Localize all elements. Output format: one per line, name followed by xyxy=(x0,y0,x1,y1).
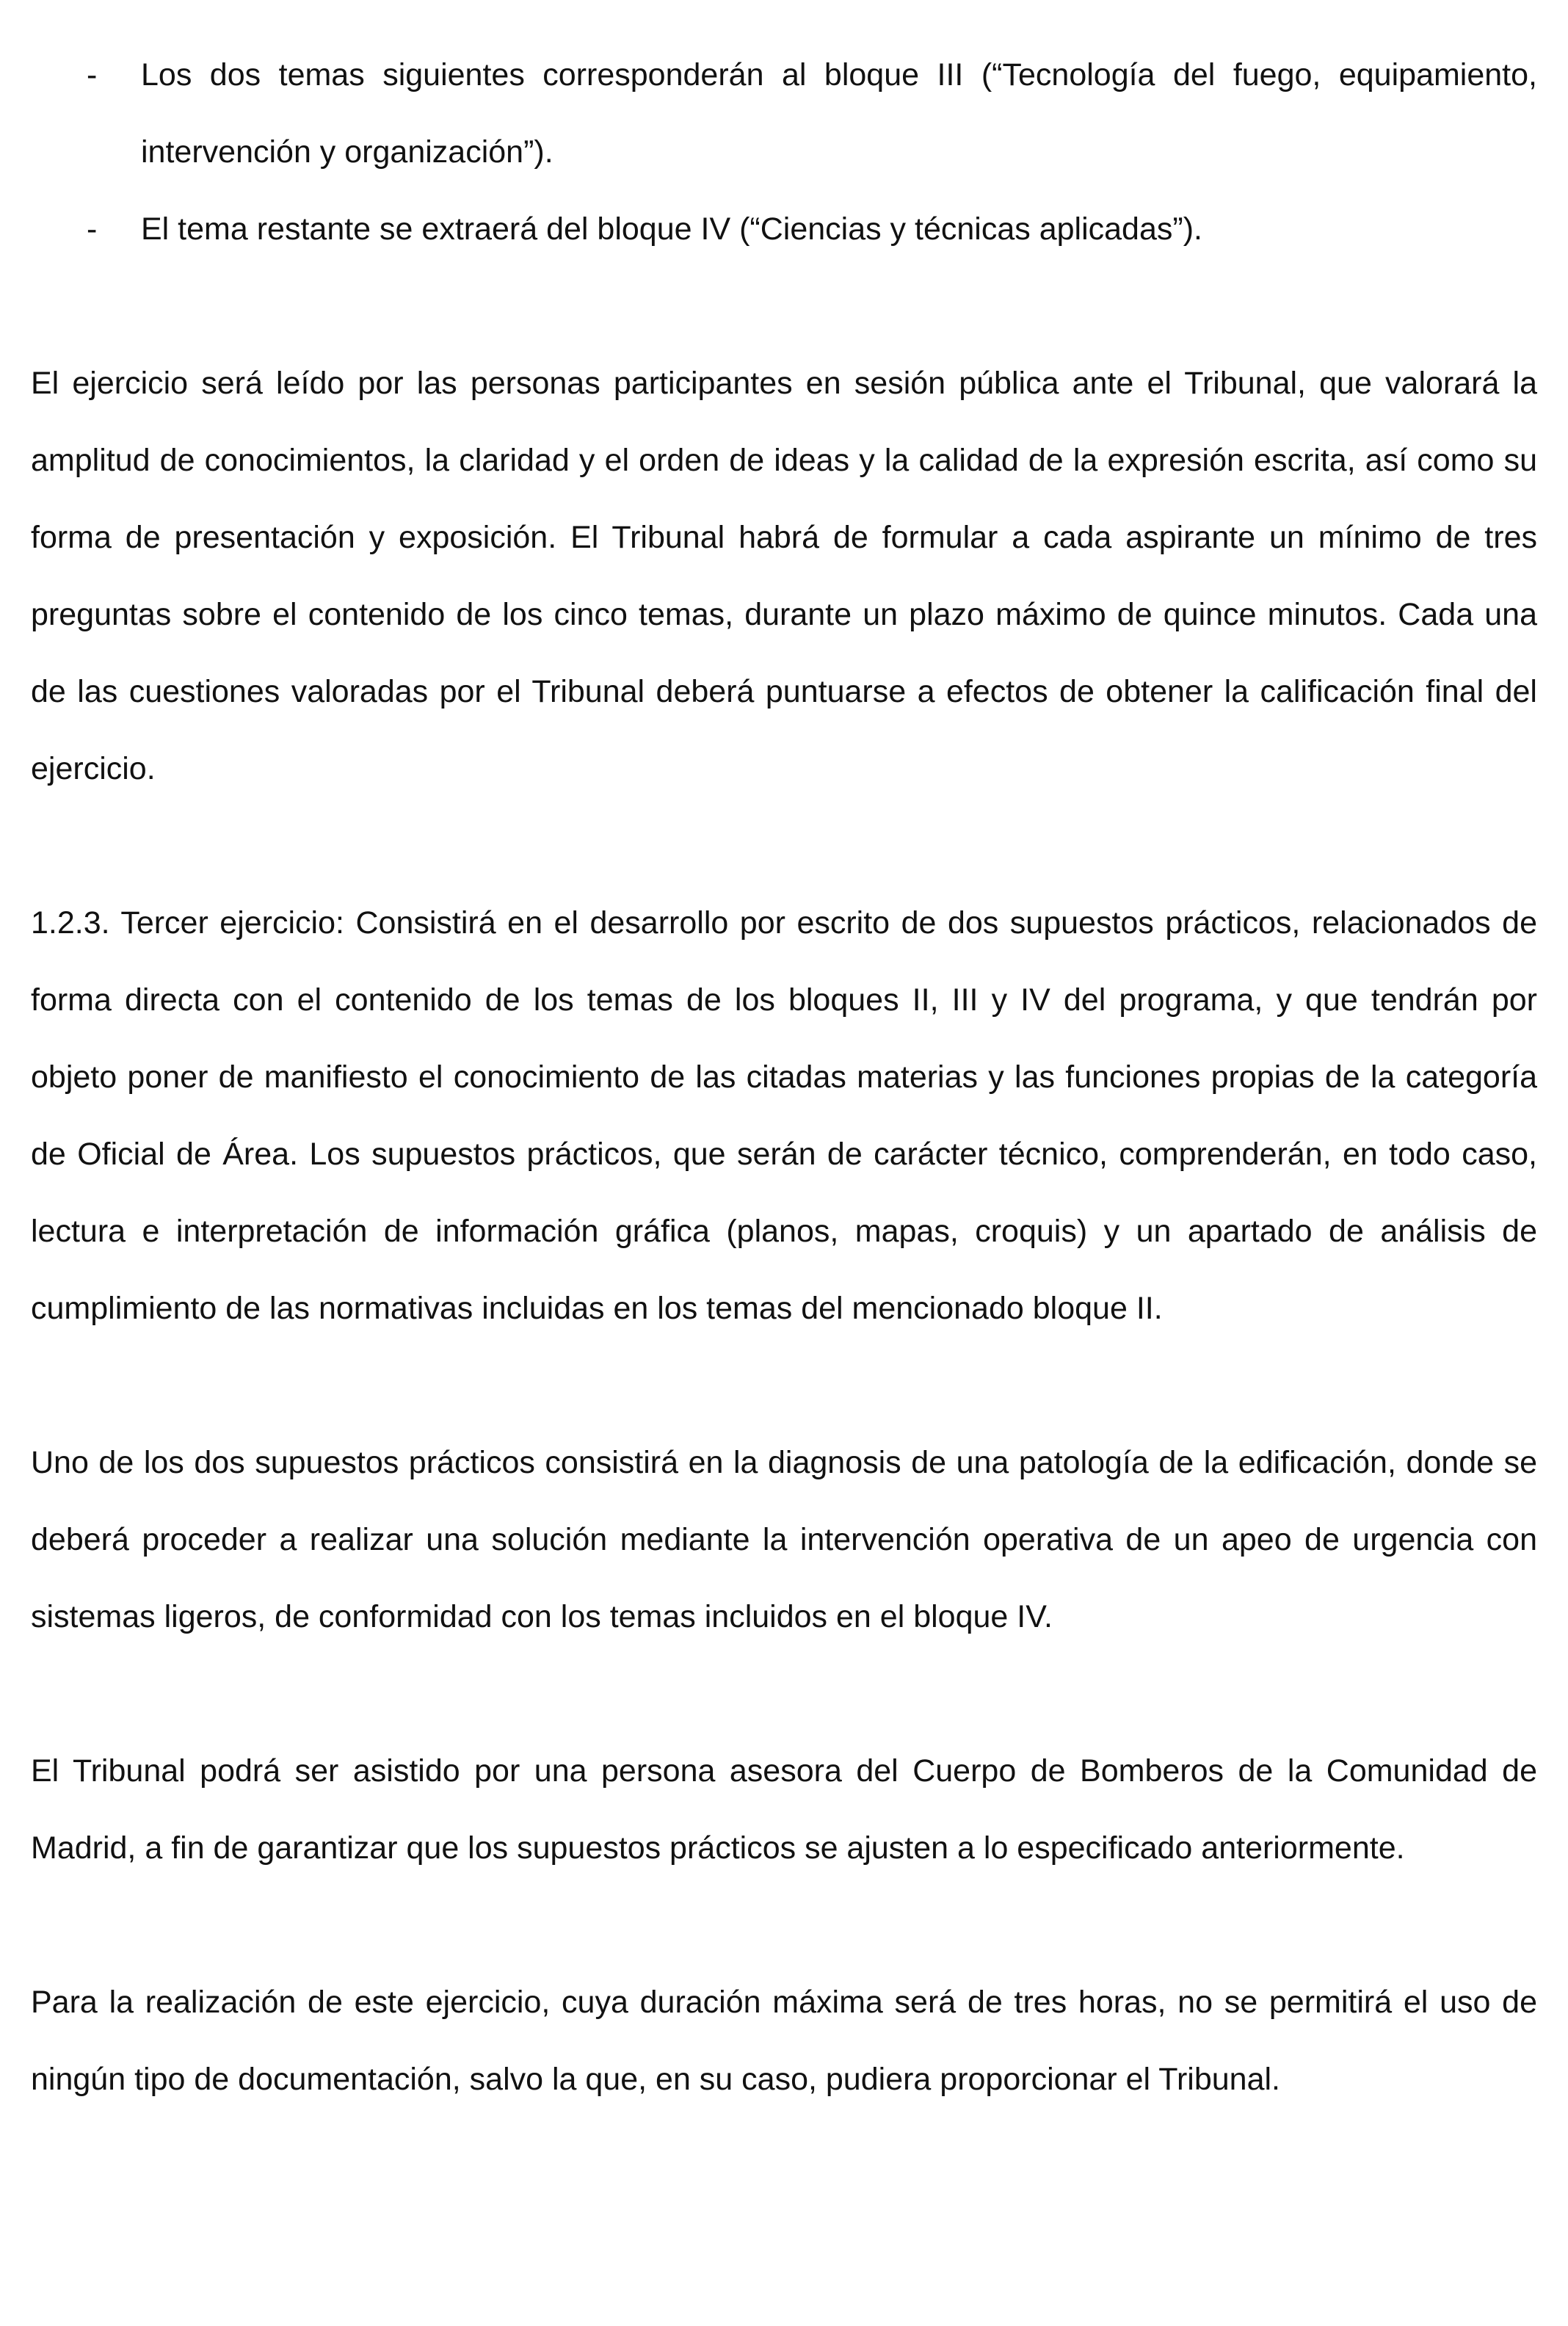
list-dash: - xyxy=(87,211,98,247)
paragraph-duration: Para la realización de este ejercicio, cuya duración máxima será de tres horas, no se permitirá el uso de ningún tipo de documentación, salvo la que, en su caso, pudiera proporcionar el Tribunal. xyxy=(31,1985,1537,2097)
paragraph-spacer xyxy=(31,808,1537,885)
paragraph-spacer xyxy=(31,1656,1537,1733)
list-item-text: El tema restante se extraerá del bloque IV (“Ciencias y técnicas aplicadas”). xyxy=(141,211,1202,247)
paragraph-spacer xyxy=(31,1887,1537,1964)
paragraph-third-exercise: 1.2.3. Tercer ejercicio: Consistirá en el desarrollo por escrito de dos supuestos prácticos, relacionados de forma directa con el contenido de los temas de los bloques II, III y IV del programa, y que tendrán por objeto poner de manifiesto el conocimiento de las citadas materias y las funciones propias de la categoría de Oficial de Área. Los supuestos prácticos, que serán de carácter técnico, comprenderán, en todo caso, lectura e interpretación de información gráfica (planos, mapas, croquis) y un apartado de análisis de cumplimiento de las normativas incluidas en los temas del mencionado bloque II. xyxy=(31,905,1537,1326)
paragraph-oral-reading: El ejercicio será leído por las personas participantes en sesión pública ante el Tribunal, que valorará la amplitud de conocimientos, la claridad y el orden de ideas y la calidad de la expresión escrita, así como su forma de presentación y exposición. El Tribunal habrá de formular a cada aspirante un mínimo de tres preguntas sobre el contenido de los cinco temas, durante un plazo máximo de quince minutos. Cada una de las cuestiones valoradas por el Tribunal deberá puntuarse a efectos de obtener la calificación final del ejercicio. xyxy=(31,366,1537,786)
list-dash: - xyxy=(87,57,98,93)
list-item xyxy=(31,191,1537,268)
paragraph-practical-case: Uno de los dos supuestos prácticos consistirá en la diagnosis de una patología de la edificación, donde se deberá proceder a realizar una solución mediante la intervención operativa de un apeo de urgencia con sistemas ligeros, de conformidad con los temas incluidos en el bloque IV. xyxy=(31,1445,1537,1634)
list-item-text: Los dos temas siguientes corresponderán al bloque III (“Tecnología del fuego, equipamiento, intervención y organización”). xyxy=(141,57,1537,170)
list-item xyxy=(31,37,1537,191)
paragraph-spacer xyxy=(31,268,1537,345)
document-page xyxy=(31,37,1537,2118)
paragraph-spacer xyxy=(31,1347,1537,1424)
paragraph-tribunal-advisor: El Tribunal podrá ser asistido por una persona asesora del Cuerpo de Bomberos de la Comunidad de Madrid, a fin de garantizar que los supuestos prácticos se ajusten a lo especificado anteriormente. xyxy=(31,1753,1537,1866)
